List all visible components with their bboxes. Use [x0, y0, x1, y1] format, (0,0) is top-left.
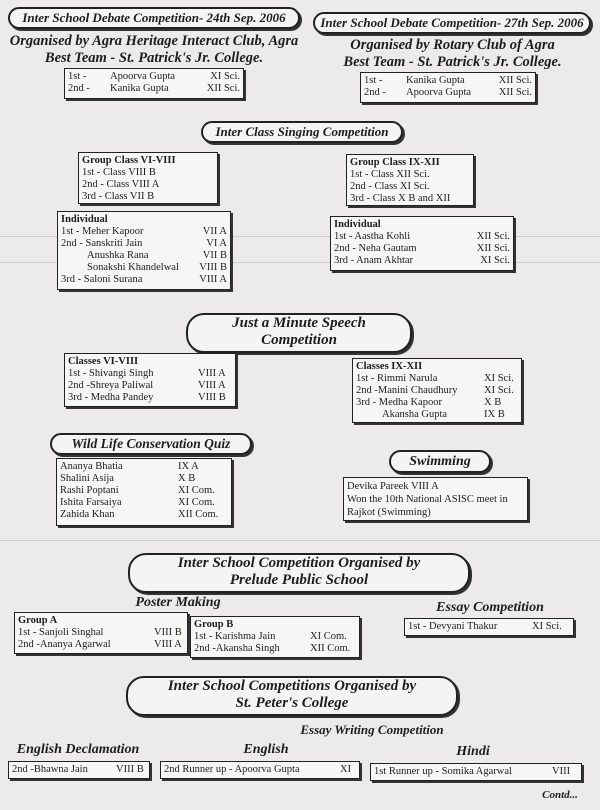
result-name: Ishita Farsaiya [60, 497, 122, 508]
result-name: 2nd -Ananya Agarwal [18, 639, 111, 650]
result-row [334, 231, 510, 243]
prelude-header-line: Inter School Competition Organised by [177, 555, 421, 571]
swimming-header: Swimming [389, 450, 491, 473]
result-row [194, 643, 356, 655]
result-row [374, 766, 578, 778]
result-name: 1st - Meher Kapoor [61, 226, 144, 237]
debate-left-best-team: Best Team - St. Patrick's Jr. College. [44, 50, 264, 66]
result-row [68, 368, 232, 380]
debate-right-organiser: Organised by Rotary Club of Agra [350, 37, 555, 53]
result-name: 1st - Aastha Kohli [334, 231, 411, 242]
result-class: XII Sci. [498, 75, 532, 86]
result-name: 1st - Devyani Thakur [408, 621, 498, 632]
english-result [160, 761, 360, 779]
result-name: Zahida Khan [60, 509, 115, 520]
result-name: Anushka Rana [87, 250, 149, 261]
stpeters-header-line: St. Peter's College [235, 695, 349, 711]
english-declamation-result [8, 761, 150, 779]
result-row [364, 87, 532, 99]
result-row [68, 71, 240, 83]
result-row [334, 243, 510, 255]
individual-title: Individual [61, 214, 108, 225]
result-name: Apoorva Gupta [406, 87, 472, 98]
result-class: XI [340, 764, 352, 775]
result-row [60, 497, 228, 509]
group-title: Group A [18, 615, 58, 626]
result-class: XI Sci. [484, 385, 514, 396]
english-declamation-title: English Declamation [16, 742, 140, 757]
poster-making-title: Poster Making [135, 595, 221, 610]
result-row [356, 397, 518, 409]
group-row: 2nd - Class XI Sci. [350, 181, 430, 192]
result-class: VII A [202, 226, 227, 237]
result-class: XII Com. [310, 643, 351, 654]
result-name: Ananya Bhatia [60, 461, 123, 472]
result-class: XI Sci. [532, 621, 562, 632]
result-class: XI Com. [178, 497, 215, 508]
result-name: 2nd -Akansha Singh [194, 643, 280, 654]
jam-header-line: Just a Minute Speech [232, 315, 366, 331]
group-row: 2nd - Class VIII A [82, 179, 160, 190]
hindi-title: Hindi [456, 744, 490, 759]
debate-right-header: Inter School Debate Competition- 27th Sep. 2006 [313, 12, 591, 34]
result-class: XII Com. [178, 509, 219, 520]
jam-left [64, 353, 236, 407]
result-row [61, 274, 227, 286]
result-name: Rashi Poptani [60, 485, 119, 496]
result-class: VIII A [154, 639, 182, 650]
result-name: 2nd -Manini Chaudhury [356, 385, 458, 396]
hindi-result [370, 763, 582, 781]
result-class: XII Sci. [476, 231, 510, 242]
group-title: Classes VI-VIII [68, 356, 139, 367]
english-title: English [243, 742, 289, 757]
essay-competition-title: Essay Competition [436, 600, 544, 615]
result-class: VIII B [116, 764, 144, 775]
result-name: 3rd - Saloni Surana [61, 274, 143, 285]
result-name: Kanika Gupta [110, 83, 169, 94]
debate-right-best-team: Best Team - St. Patrick's Jr. College. [343, 54, 562, 70]
group-title: Group B [194, 619, 234, 630]
result-class: XI Sci. [210, 71, 240, 82]
singing-individual-left [57, 211, 231, 290]
essay-competition-result [404, 618, 574, 636]
group-row: 3rd - Class VII B [82, 191, 155, 202]
swimming-result [343, 477, 528, 521]
result-name: 2nd - Neha Gautam [334, 243, 417, 254]
stpeters-header [126, 676, 458, 716]
debate-left-header: Inter School Debate Competition- 24th Sep. 2006 [8, 7, 300, 29]
result-class: VIII A [198, 380, 226, 391]
result-row [60, 509, 228, 521]
result-name: 2nd -Bhawna Jain [12, 764, 88, 775]
prelude-header-line: Prelude Public School [229, 572, 369, 588]
result-row [364, 75, 532, 87]
result-name: Akansha Gupta [382, 409, 448, 420]
contd-label: Contd... [542, 789, 578, 801]
group-row: 1st - Class XII Sci. [350, 169, 430, 180]
result-row [61, 238, 227, 250]
result-class: VIII A [199, 274, 227, 285]
group-title: Group Class IX-XII [350, 157, 440, 168]
result-class: XI Com. [310, 631, 347, 642]
jam-right [352, 358, 522, 423]
result-row [61, 226, 227, 238]
stpeters-header-line: Inter School Competitions Organised by [167, 678, 417, 694]
result-class: XII Sci. [498, 87, 532, 98]
result-row [164, 764, 356, 776]
result-row [356, 373, 518, 385]
result-class: IX B [484, 409, 505, 420]
result-position: 1st - [364, 75, 383, 86]
result-row [60, 485, 228, 497]
group-title: Classes IX-XII [356, 361, 423, 372]
result-class: VI A [206, 238, 227, 249]
group-row: 3rd - Class X B and XII [350, 193, 451, 204]
group-row: 1st - Class VIII B [82, 167, 156, 178]
result-row [356, 385, 518, 397]
result-name: 1st - Shivangi Singh [68, 368, 154, 379]
result-row [408, 621, 570, 633]
result-row [194, 631, 356, 643]
debate-right-results [360, 72, 536, 103]
prelude-header [128, 553, 470, 593]
result-class: X B [484, 397, 502, 408]
result-row [356, 409, 518, 421]
result-class: VIII [552, 766, 571, 777]
result-row [60, 461, 228, 473]
result-class: VIII B [154, 627, 182, 638]
jam-header [186, 313, 412, 353]
result-row [61, 262, 227, 274]
result-name: 1st - Rimmi Narula [356, 373, 438, 384]
background-stripe [0, 540, 600, 541]
result-name: 2nd -Shreya Paliwal [68, 380, 154, 391]
singing-group-right [346, 154, 474, 206]
singing-group-left [78, 152, 218, 204]
singing-individual-right [330, 216, 514, 271]
result-position: 1st - [68, 71, 87, 82]
result-class: VIII B [199, 262, 227, 273]
result-name: Apoorva Gupta [110, 71, 176, 82]
result-name: 2nd - Sanskriti Jain [61, 238, 143, 249]
swimming-line: Won the 10th National ASISC meet in [347, 494, 508, 505]
quiz-results [56, 458, 232, 526]
result-class: XI Com. [178, 485, 215, 496]
individual-title: Individual [334, 219, 381, 230]
singing-header: Inter Class Singing Competition [201, 121, 403, 143]
result-class: XII Sci. [476, 243, 510, 254]
result-class: XI Sci. [484, 373, 514, 384]
result-name: 3rd - Medha Kapoor [356, 397, 443, 408]
result-class: X B [178, 473, 196, 484]
result-name: Shalini Asija [60, 473, 114, 484]
poster-group-b [190, 616, 360, 658]
quiz-header: Wild Life Conservation Quiz [50, 433, 252, 455]
result-row [18, 627, 184, 639]
result-position: 2nd - [68, 83, 90, 94]
result-class: XI Sci. [480, 255, 510, 266]
result-name: 1st - Sanjoli Singhal [18, 627, 104, 638]
result-name: Kanika Gupta [406, 75, 465, 86]
debate-left-organiser: Organised by Agra Heritage Interact Club, Agra [9, 33, 299, 49]
result-row [334, 255, 510, 267]
result-row [68, 392, 232, 404]
result-class: VIII A [198, 368, 226, 379]
result-class: IX A [178, 461, 199, 472]
jam-header-line: Competition [261, 332, 337, 348]
result-name: 3rd - Medha Pandey [68, 392, 154, 403]
swimming-line: Rajkot (Swimming) [347, 507, 431, 518]
result-class: VIII B [198, 392, 226, 403]
result-class: XII Sci. [206, 83, 240, 94]
result-row [61, 250, 227, 262]
result-position: 2nd - [364, 87, 386, 98]
result-row [18, 639, 184, 651]
result-name: 2nd Runner up - Apoorva Gupta [164, 764, 300, 775]
result-row [12, 764, 146, 776]
group-title: Group Class VI-VIII [82, 155, 176, 166]
result-row [68, 380, 232, 392]
result-class: VII B [202, 250, 227, 261]
swimming-line: Devika Pareek VIII A [347, 481, 439, 492]
result-name: 1st Runner up - Somika Agarwal [374, 766, 512, 777]
debate-left-results [64, 68, 244, 99]
result-row [68, 83, 240, 95]
result-name: 1st - Karishma Jain [194, 631, 276, 642]
result-row [60, 473, 228, 485]
essay-writing-title: Essay Writing Competition [300, 722, 444, 737]
result-name: Sonakshi Khandelwal [87, 262, 179, 273]
result-name: 3rd - Anam Akhtar [334, 255, 414, 266]
poster-group-a [14, 612, 188, 654]
